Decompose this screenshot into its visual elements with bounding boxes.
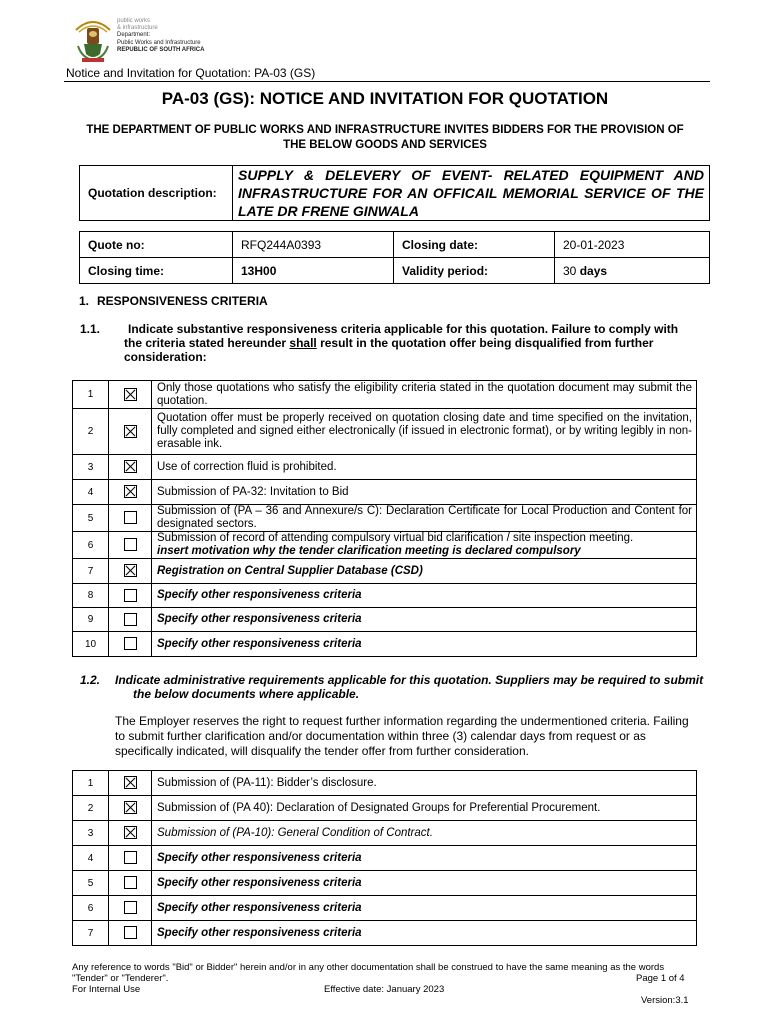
criteria-description: Specify other responsiveness criteria bbox=[157, 613, 362, 625]
paragraph-number: 1.1. bbox=[80, 322, 101, 336]
checkbox-cell bbox=[109, 532, 152, 559]
criteria-description: Registration on Central Supplier Database (CSD) bbox=[157, 564, 423, 577]
table-row bbox=[73, 532, 697, 559]
criteria-description: Submission of record of attending compulsory virtual bid clarification / site inspection meeting. bbox=[157, 532, 634, 544]
criteria-text bbox=[152, 455, 697, 480]
table-row bbox=[73, 505, 697, 532]
checkbox-cell bbox=[109, 559, 152, 584]
row-number: 4 bbox=[73, 846, 109, 871]
row-number: 1 bbox=[73, 771, 109, 796]
checkbox-cell bbox=[109, 821, 152, 846]
criteria-description: Specify other responsiveness criteria bbox=[157, 637, 362, 650]
unchecked-checkbox[interactable] bbox=[124, 901, 137, 914]
criteria-text bbox=[152, 821, 697, 846]
checkbox-cell bbox=[109, 632, 152, 657]
criteria-description: Use of correction fluid is prohibited. bbox=[157, 460, 337, 473]
responsiveness-instructions bbox=[124, 322, 696, 364]
criteria-text bbox=[152, 796, 697, 821]
logo-line: REPUBLIC OF SOUTH AFRICA bbox=[117, 46, 205, 53]
unchecked-checkbox[interactable] bbox=[124, 926, 137, 939]
row-number: 8 bbox=[73, 584, 109, 608]
table-row bbox=[73, 632, 697, 657]
page-number: Page 1 of 4 bbox=[636, 973, 685, 984]
checkbox-cell bbox=[109, 921, 152, 946]
criteria-text bbox=[152, 871, 697, 896]
row-number: 1 bbox=[73, 381, 109, 409]
criteria-text bbox=[152, 896, 697, 921]
row-number: 7 bbox=[73, 559, 109, 584]
internal-use-label: For Internal Use bbox=[72, 984, 141, 995]
criteria-description: Specify other responsiveness criteria bbox=[157, 876, 362, 889]
criteria-text bbox=[152, 409, 697, 455]
closing-date-value: 20-01-2023 bbox=[555, 232, 710, 258]
checkbox-cell bbox=[109, 409, 152, 455]
administrative-instructions: Indicate administrative requirements applicable for this quotation. Suppliers may be required to submit the below documents where applicable. bbox=[115, 673, 704, 701]
criteria-description: Specify other responsiveness criteria bbox=[157, 589, 362, 601]
instructions-text-end: result in the quotation offer being disqualified from further consideration: bbox=[124, 336, 654, 364]
document-reference: Notice and Invitation for Quotation: PA-03 (GS) bbox=[66, 66, 316, 80]
criteria-text bbox=[152, 532, 697, 559]
criteria-text bbox=[152, 771, 697, 796]
logo-line: & infrastructure bbox=[117, 25, 158, 32]
criteria-description: Specify other responsiveness criteria bbox=[157, 901, 362, 914]
page-title: PA-03 (GS): NOTICE AND INVITATION FOR QUOTATION bbox=[161, 89, 609, 108]
table-row bbox=[73, 608, 697, 632]
quotation-description-value: SUPPLY & DELEVERY OF EVENT- RELATED EQUIPMENT AND INFRASTRUCTURE FOR AN OFFICAIL MEMORIAL SERVICE OF THE LATE DR FRENE GINWALA bbox=[233, 166, 710, 221]
section-number: 1. bbox=[79, 294, 90, 308]
table-row bbox=[73, 771, 697, 796]
criteria-description: Quotation offer must be properly received on quotation closing date and time specified on the invitation, fully completed and signed either electronically (if issued in electronic format), or by writing legibly in non-erasable ink. bbox=[157, 412, 692, 450]
table-row bbox=[73, 896, 697, 921]
criteria-text bbox=[152, 921, 697, 946]
row-number: 10 bbox=[73, 632, 109, 657]
row-number: 2 bbox=[73, 409, 109, 455]
criteria-description: Submission of (PA 40): Declaration of Designated Groups for Preferential Procurement. bbox=[157, 801, 601, 814]
table-row bbox=[73, 480, 697, 505]
table-row bbox=[73, 871, 697, 896]
criteria-description: Submission of (PA-10): General Condition of Contract. bbox=[157, 826, 433, 839]
unchecked-checkbox[interactable] bbox=[124, 851, 137, 864]
table-row bbox=[73, 381, 697, 409]
unchecked-checkbox[interactable] bbox=[124, 538, 137, 551]
checkbox-cell bbox=[109, 381, 152, 409]
responsiveness-criteria-table bbox=[72, 380, 697, 657]
validity-period-value bbox=[555, 258, 710, 284]
validity-period-label: Validity period: bbox=[394, 258, 555, 284]
checkbox-cell bbox=[109, 771, 152, 796]
checkbox-cell bbox=[109, 455, 152, 480]
row-number: 3 bbox=[73, 455, 109, 480]
criteria-text bbox=[152, 505, 697, 532]
row-number: 2 bbox=[73, 796, 109, 821]
quotation-description-label: Quotation description: bbox=[80, 166, 233, 221]
version: Version:3.1 bbox=[641, 995, 689, 1006]
checked-checkbox[interactable] bbox=[124, 776, 137, 789]
criteria-description: Specify other responsiveness criteria bbox=[157, 851, 362, 864]
table-row bbox=[73, 559, 697, 584]
table-row bbox=[73, 846, 697, 871]
quote-details-table bbox=[79, 231, 710, 284]
checked-checkbox[interactable] bbox=[124, 485, 137, 498]
checkbox-cell bbox=[109, 505, 152, 532]
closing-date-label: Closing date: bbox=[394, 232, 555, 258]
instructions-text: Indicate substantive responsiveness criteria applicable for this quotation. Failure to comply with the criteria stated hereunder bbox=[124, 322, 679, 350]
criteria-text bbox=[152, 608, 697, 632]
row-number: 5 bbox=[73, 871, 109, 896]
quote-no-label: Quote no: bbox=[80, 232, 233, 258]
criteria-description: Submission of (PA-11): Bidder’s disclosure. bbox=[157, 776, 377, 789]
criteria-description: Specify other responsiveness criteria bbox=[157, 926, 362, 939]
checkbox-cell bbox=[109, 796, 152, 821]
table-row bbox=[73, 921, 697, 946]
section-title: RESPONSIVENESS CRITERIA bbox=[97, 294, 268, 308]
shall-emphasis: shall bbox=[289, 336, 317, 350]
table-row bbox=[73, 409, 697, 455]
criteria-text bbox=[152, 632, 697, 657]
effective-date: Effective date: January 2023 bbox=[324, 984, 445, 995]
table-row bbox=[73, 821, 697, 846]
header-divider bbox=[64, 81, 710, 82]
row-number: 6 bbox=[73, 896, 109, 921]
criteria-text bbox=[152, 584, 697, 608]
checked-checkbox[interactable] bbox=[124, 388, 137, 401]
logo-line: public works bbox=[117, 18, 151, 24]
row-number: 5 bbox=[73, 505, 109, 532]
logo-line: Public Works and Infrastructure bbox=[117, 39, 201, 46]
checkbox-cell bbox=[109, 896, 152, 921]
closing-time-label: Closing time: bbox=[80, 258, 233, 284]
quote-no-value: RFQ244A0393 bbox=[233, 232, 394, 258]
row-number: 6 bbox=[73, 532, 109, 559]
page-subtitle: THE DEPARTMENT OF PUBLIC WORKS AND INFRASTRUCTURE INVITES BIDDERS FOR THE PROVISION OF THE BELOW GOODS AND SERVICES bbox=[86, 124, 684, 151]
administrative-requirements-table bbox=[72, 770, 697, 946]
checkbox-cell bbox=[109, 480, 152, 505]
footer-note: Any reference to words "Bid" or Bidder" herein and/or in any other documentation shall be construed to have the same meaning as the words "Tender" or "Tenderer". bbox=[72, 962, 665, 984]
logo-text bbox=[117, 18, 204, 54]
criteria-description: Submission of PA-32: Invitation to Bid bbox=[157, 485, 349, 498]
checkbox-cell bbox=[109, 871, 152, 896]
unchecked-checkbox[interactable] bbox=[124, 613, 137, 626]
unchecked-checkbox[interactable] bbox=[124, 876, 137, 889]
checked-checkbox[interactable] bbox=[124, 460, 137, 473]
row-number: 9 bbox=[73, 608, 109, 632]
table-row bbox=[73, 584, 697, 608]
checked-checkbox[interactable] bbox=[124, 801, 137, 814]
criteria-description: Only those quotations who satisfy the eligibility criteria stated in the quotation document may submit the quotation. bbox=[157, 381, 692, 407]
checked-checkbox[interactable] bbox=[124, 826, 137, 839]
criteria-text bbox=[152, 559, 697, 584]
paragraph-number: 1.2. bbox=[80, 673, 101, 687]
logo-line: Department: bbox=[117, 32, 151, 39]
row-number: 3 bbox=[73, 821, 109, 846]
checkbox-cell bbox=[109, 846, 152, 871]
checked-checkbox[interactable] bbox=[124, 425, 137, 438]
criteria-description: Submission of (PA – 36 and Annexure/s C): Declaration Certificate for Local Production and Content for designated sectors. bbox=[157, 505, 692, 530]
criteria-text bbox=[152, 381, 697, 409]
quotation-description-table bbox=[79, 165, 710, 221]
checkbox-cell bbox=[109, 608, 152, 632]
coat-of-arms-icon bbox=[70, 16, 116, 64]
unchecked-checkbox[interactable] bbox=[124, 511, 137, 524]
unchecked-checkbox[interactable] bbox=[124, 589, 137, 602]
row-number: 7 bbox=[73, 921, 109, 946]
checkbox-cell bbox=[109, 584, 152, 608]
criteria-text bbox=[152, 480, 697, 505]
validity-number: 30 bbox=[563, 263, 577, 278]
table-row bbox=[73, 455, 697, 480]
closing-time-value: 13H00 bbox=[233, 258, 394, 284]
unchecked-checkbox[interactable] bbox=[124, 637, 137, 650]
row-number: 4 bbox=[73, 480, 109, 505]
criteria-text bbox=[152, 846, 697, 871]
criteria-note: insert motivation why the tender clarification meeting is declared compulsory bbox=[157, 545, 581, 557]
validity-unit: days bbox=[579, 263, 608, 278]
checked-checkbox[interactable] bbox=[124, 564, 137, 577]
employer-notice: The Employer reserves the right to request further information regarding the undermentioned criteria. Failing to submit further clarification and/or documentation within three (3) calendar days from request or as specifically indicated, will disqualify the tender offer from further consideration. bbox=[115, 714, 689, 758]
table-row bbox=[73, 796, 697, 821]
